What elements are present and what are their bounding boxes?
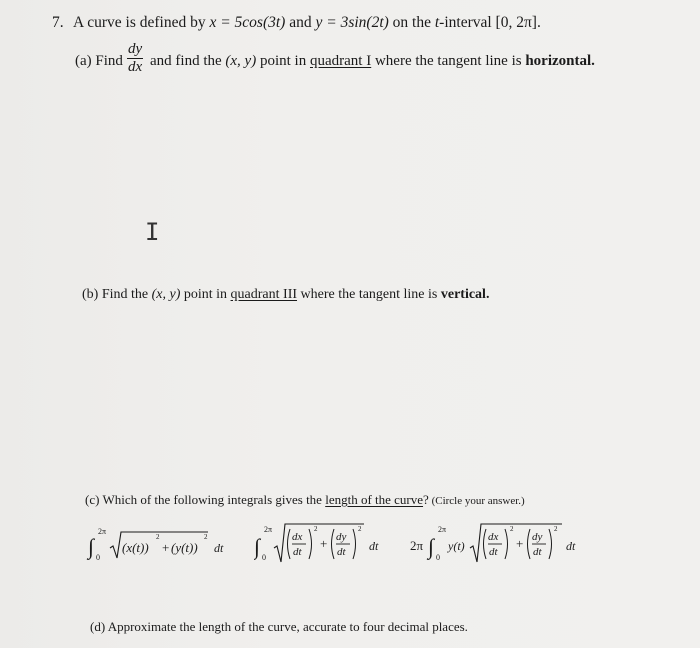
emphasis-horizontal: horizontal. xyxy=(525,53,595,69)
circle-answer-note: (Circle your answer.) xyxy=(428,495,525,507)
dx-numerator: dx xyxy=(292,531,303,543)
dt-denominator: dt xyxy=(293,546,302,558)
integral-option-2[interactable] xyxy=(254,518,389,568)
lower-limit: 0 xyxy=(436,553,440,562)
upper-limit: 2π xyxy=(264,525,273,534)
fraction-denominator: dx xyxy=(128,59,143,75)
emphasis-vertical: vertical. xyxy=(440,287,490,302)
integral-sign: ∫ xyxy=(88,534,95,559)
dx-numerator: dx xyxy=(488,531,499,543)
part-a-text-1: and find the xyxy=(150,53,226,69)
plus-sign: + xyxy=(162,540,170,555)
right-paren xyxy=(353,529,356,559)
interval-text: -interval [0, 2π]. xyxy=(439,14,541,31)
problem-number: 7. xyxy=(52,14,64,31)
plus-sign: + xyxy=(516,536,524,551)
dt-denominator: dt xyxy=(533,546,542,558)
lower-limit: 0 xyxy=(262,553,266,562)
y-of-t: y(t) xyxy=(448,539,465,553)
part-a-text-3: where the tangent line is xyxy=(371,53,526,69)
part-c-text xyxy=(85,492,525,508)
t-variable: t xyxy=(434,14,440,31)
part-a-label: (a) Find xyxy=(75,53,123,69)
left-paren xyxy=(528,529,531,559)
part-b-text xyxy=(82,287,489,303)
dy-numerator: dy xyxy=(336,531,347,543)
dt-differential: dt xyxy=(214,541,224,555)
right-paren xyxy=(505,529,508,559)
dt-differential: dt xyxy=(566,539,576,553)
right-paren xyxy=(549,529,552,559)
question-mark: ? xyxy=(423,492,429,507)
left-paren xyxy=(332,529,335,559)
part-a-text-2: point in xyxy=(256,53,310,69)
problem-statement xyxy=(73,14,541,32)
lower-limit: 0 xyxy=(96,553,100,562)
dt-denominator: dt xyxy=(337,546,346,558)
point-xy: (x, y) xyxy=(225,53,257,69)
quadrant-label: quadrant III xyxy=(230,287,298,302)
problem-text: on the xyxy=(388,14,435,31)
integral-sign: ∫ xyxy=(254,534,261,559)
text-cursor-icon: I xyxy=(145,218,160,246)
point-xy: (x, y) xyxy=(151,287,181,302)
dy-dx-fraction xyxy=(127,42,143,75)
exponent: 2 xyxy=(358,525,362,533)
dy-numerator: dy xyxy=(532,531,543,543)
exponent: 2 xyxy=(510,525,514,533)
x-of-t: (x(t)) xyxy=(122,540,149,555)
x-equation: x = 5cos(3t) xyxy=(209,14,286,31)
upper-limit: 2π xyxy=(438,525,447,534)
exponent: 2 xyxy=(156,533,160,541)
fraction-numerator: dy xyxy=(128,41,143,57)
integral-sign: ∫ xyxy=(428,534,435,559)
part-b-text-1: point in xyxy=(180,287,231,302)
problem-text: and xyxy=(285,14,316,31)
left-paren xyxy=(288,529,291,559)
part-b-label: (b) Find the xyxy=(82,287,152,302)
part-b-text-2: where the tangent line is xyxy=(297,287,441,302)
y-equation: y = 3sin(2t) xyxy=(315,14,389,31)
part-a-text xyxy=(150,53,595,70)
integral-option-3[interactable] xyxy=(410,518,585,568)
two-pi-prefix: 2π xyxy=(410,538,424,553)
plus-sign: + xyxy=(320,536,328,551)
problem-text: A curve is defined by xyxy=(73,14,210,31)
right-paren xyxy=(309,529,312,559)
exponent: 2 xyxy=(204,533,208,541)
left-paren xyxy=(484,529,487,559)
dt-differential: dt xyxy=(369,539,379,553)
part-d-text: (d) Approximate the length of the curve, accurate to four decimal places. xyxy=(90,619,468,634)
dt-denominator: dt xyxy=(489,546,498,558)
part-c-label: (c) Which of the following integrals gives the xyxy=(85,492,326,507)
quadrant-label: quadrant I xyxy=(309,53,372,69)
integral-option-1[interactable] xyxy=(86,522,236,568)
length-of-curve-phrase: length of the curve xyxy=(325,492,424,507)
y-of-t: (y(t)) xyxy=(171,540,198,555)
upper-limit: 2π xyxy=(98,527,107,536)
exponent: 2 xyxy=(554,525,558,533)
exponent: 2 xyxy=(314,525,318,533)
